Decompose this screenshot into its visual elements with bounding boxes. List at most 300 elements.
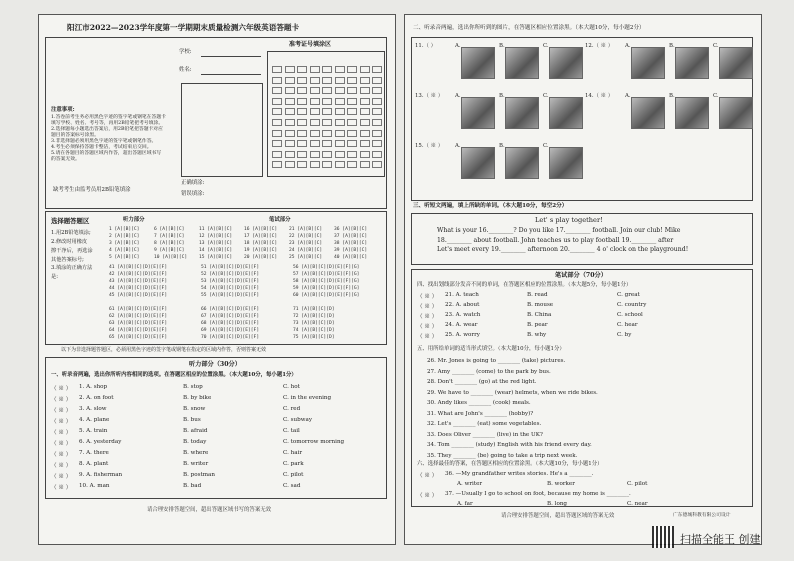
picture-option-letter: B. [499, 143, 505, 149]
answer-bubble-row: 71 [A][B][C][D] [293, 307, 335, 312]
picture-item-number: 15.（ ※ ） [415, 143, 444, 149]
exam-digit-bubble[interactable] [297, 140, 307, 147]
picture-option-image [505, 147, 539, 179]
exam-digit-bubble[interactable] [322, 119, 332, 126]
picture-option-letter: C. [713, 93, 719, 99]
exam-digit-bubble[interactable] [347, 108, 357, 115]
fill-line: 28. Don't ________ (go) at the red light. [427, 379, 537, 386]
option-c: C. pilot [627, 481, 648, 487]
option-b: B. why [527, 332, 547, 338]
exam-number-grid [267, 51, 385, 177]
answer-bubble-row: 23 [A][B][C] [289, 241, 323, 246]
choice-zone-title: 选择题答题区 [51, 217, 90, 225]
answer-bubble-row: 53 [A][B][C][D][E][F] [201, 279, 260, 284]
answer-bubble-row: 24 [A][B][C] [289, 248, 323, 253]
class-grid [181, 83, 263, 177]
exam-digit-bubble[interactable] [310, 87, 320, 94]
answer-bubble-row: 16 [A][B][C] [244, 227, 278, 232]
exam-digit-bubble[interactable] [272, 161, 282, 168]
note-line: 3.非选择题必须用黑色字迹的签字笔或钢笔作答。 [51, 138, 157, 144]
option-b: B. by bike [183, 395, 212, 401]
answer-paren: （ ※ ） [51, 419, 72, 425]
answer-card-right [404, 14, 762, 545]
exam-digit-bubble[interactable] [347, 140, 357, 147]
instruction-line: 擦干净后，再选涂 [51, 247, 93, 254]
mc-question: 37. —Usually I go to school on foot, because my home is ________. [445, 491, 631, 497]
exam-digit-bubble[interactable] [372, 108, 382, 115]
option-c: C. hear [617, 322, 638, 328]
right-footer: 请合理安排答题空间，超出答题区域的答案无效 [501, 513, 615, 519]
exam-digit-bubble[interactable] [347, 161, 357, 168]
exam-digit-bubble[interactable] [360, 140, 370, 147]
section-2-title: 二、听录音两遍，选出你所听到的图片，在答题区相应位置涂黑。（本大题10分，每小题2分） [413, 25, 645, 31]
exam-digit-bubble[interactable] [360, 151, 370, 158]
option-c: C. near [627, 501, 648, 507]
exam-digit-bubble[interactable] [360, 161, 370, 168]
exam-digit-bubble[interactable] [297, 98, 307, 105]
exam-digit-bubble[interactable] [335, 66, 345, 73]
answer-bubble-row: 7 [A][B][C] [154, 234, 185, 239]
answer-bubble-row: 59 [A][B][C][D][E][F][G] [293, 286, 360, 291]
picture-option-image [675, 97, 709, 129]
answer-paren: （ ※ ） [51, 474, 72, 480]
answer-bubble-row: 70 [A][B][C][D][E][F] [201, 335, 260, 340]
option-b: B. stop [183, 384, 203, 390]
picture-option-image [549, 97, 583, 129]
exam-digit-bubble[interactable] [322, 87, 332, 94]
note-line: 题目的答案标号涂黑。 [51, 132, 99, 138]
option-c: C. tail [283, 428, 300, 434]
exam-digit-bubble[interactable] [335, 119, 345, 126]
exam-digit-bubble[interactable] [335, 130, 345, 137]
exam-digit-bubble[interactable] [322, 130, 332, 137]
option-c: C. pilot [283, 472, 304, 478]
section-1-title: 一、听录音两遍，选出你所听内容相同的选项。在答题区相应的位置涂黑。（本大题10分，每小题1分） [51, 372, 297, 378]
answer-bubble-row: 45 [A][B][C][D][E][F] [109, 293, 168, 298]
answer-bubble-row: 62 [A][B][C][D][E][F] [109, 314, 168, 319]
picture-item-number: 12.（ ※ ） [585, 43, 614, 49]
exam-digit-bubble[interactable] [335, 161, 345, 168]
note-line: 4.考生必须保持答题卡整洁，考试结束后交回。 [51, 144, 152, 150]
fill-correct-label: 正确填涂: [181, 180, 205, 186]
note-line: 填写学校、姓名、考号等，再用2B铅笔把考号填涂。 [51, 120, 164, 126]
exam-digit-bubble[interactable] [335, 98, 345, 105]
qr-code-icon [652, 526, 674, 548]
notes-list [51, 115, 166, 163]
absent-label: 缺考考生由监考员用2B铅笔填涂 [53, 187, 131, 193]
option-c: C. park [283, 461, 304, 467]
exam-digit-bubble[interactable] [322, 98, 332, 105]
answer-paren: （ ※ ） [417, 294, 438, 300]
fill-line: 34. Tom ________ (study) English with his friend every day. [427, 442, 592, 449]
answer-bubble-row: 4 [A][B][C] [109, 248, 140, 253]
picture-option-image [631, 97, 665, 129]
exam-digit-bubble[interactable] [297, 108, 307, 115]
exam-digit-bubble[interactable] [360, 98, 370, 105]
exam-digit-bubble[interactable] [335, 108, 345, 115]
exam-digit-bubble[interactable] [360, 108, 370, 115]
option-a: 25. A. worry [445, 332, 480, 338]
exam-digit-bubble[interactable] [372, 119, 382, 126]
exam-digit-bubble[interactable] [297, 77, 307, 84]
answer-paren: （ ※ ） [417, 324, 438, 330]
exam-number-zone-title: 准考证号填涂区 [289, 41, 332, 48]
exam-digit-bubble[interactable] [285, 77, 295, 84]
passage-lines [437, 226, 688, 255]
answer-bubble-row: 18 [A][B][C] [244, 241, 278, 246]
option-c: C. great [617, 292, 640, 298]
fill-wrong-label: 错误填涂: [181, 191, 205, 197]
answer-bubble-row: 42 [A][B][C][D][E][F] [109, 272, 168, 277]
answer-bubble-row: 51 [A][B][C][D][E][F] [201, 265, 260, 270]
option-c: C. subway [283, 417, 312, 423]
picture-option-image [505, 97, 539, 129]
exam-digit-bubble[interactable] [297, 130, 307, 137]
written-header: 笔试部分（70分） [555, 272, 607, 279]
option-b: B. writer [183, 461, 209, 467]
option-c: C. school [617, 312, 643, 318]
exam-digit-bubble[interactable] [360, 66, 370, 73]
exam-digit-bubble[interactable] [310, 130, 320, 137]
writing-part-label: 笔试部分 [269, 217, 291, 223]
answer-bubble-row: 41 [A][B][C][D][E][F] [109, 265, 168, 270]
option-a: 5. A. train [79, 428, 108, 434]
exam-digit-bubble[interactable] [272, 87, 282, 94]
exam-digit-bubble[interactable] [285, 161, 295, 168]
option-c: C. hot [283, 384, 300, 390]
answer-bubble-row: 2 [A][B][C] [109, 234, 140, 239]
section-3-title: 三、听短文两遍，填上所缺的单词。（本大题10分，每空2分） [413, 203, 568, 209]
answer-paren: （ ※ ） [51, 485, 72, 491]
fill-line: 30. Andy likes ________ (cook) meals. [427, 400, 531, 407]
instruction-line: 其他答案标号; [51, 256, 84, 263]
exam-digit-bubble[interactable] [285, 130, 295, 137]
exam-digit-bubble[interactable] [335, 77, 345, 84]
section-6-title: 六、选择最佳的答案，在答题区相应的位置涂黑。（本大题10分，每小题1分） [417, 461, 603, 467]
exam-digit-bubble[interactable] [347, 87, 357, 94]
nonchoice-note: 以下为非选择题答题区，必须用黑色字迹的签字笔或钢笔在指定的区域内作答，否则答案无效 [61, 347, 267, 353]
exam-digit-bubble[interactable] [297, 151, 307, 158]
school-label: 学校: [179, 49, 192, 55]
picture-option-letter: A. [455, 43, 461, 49]
answer-bubble-row: 44 [A][B][C][D][E][F] [109, 286, 168, 291]
option-a: 2. A. on foot [79, 395, 114, 401]
left-footer: 请合理安排答题空间，超出答题区域书写的答案无效 [147, 507, 271, 513]
passage-title: Let' s play together! [535, 216, 603, 224]
answer-bubble-row: 11 [A][B][C] [199, 227, 233, 232]
option-a: A. writer [457, 481, 483, 487]
option-a: 24. A. wear [445, 322, 478, 328]
exam-digit-bubble[interactable] [360, 87, 370, 94]
answer-bubble-row: 64 [A][B][C][D][E][F] [109, 328, 168, 333]
fill-line: 27. Amy ________ (come) to the park by bus. [427, 368, 551, 375]
answer-bubble-row: 36 [A][B][C] [334, 227, 368, 232]
option-a: 22. A. about [445, 302, 480, 308]
answer-paren: （ ※ ） [51, 397, 72, 403]
answer-bubble-row: 60 [A][B][C][D][E][F][G] [293, 293, 360, 298]
answer-paren: （ ※ ） [417, 493, 438, 499]
exam-digit-bubble[interactable] [347, 151, 357, 158]
name-label: 姓名: [179, 67, 192, 73]
exam-digit-bubble[interactable] [372, 87, 382, 94]
listening-part-label: 听力部分 [123, 217, 145, 223]
exam-digit-bubble[interactable] [297, 87, 307, 94]
answer-bubble-row: 65 [A][B][C][D][E][F] [109, 335, 168, 340]
answer-paren: （ ※ ） [417, 304, 438, 310]
picture-option-letter: B. [499, 93, 505, 99]
picture-option-image [719, 47, 753, 79]
exam-digit-bubble[interactable] [360, 130, 370, 137]
option-a: 9. A. fisherman [79, 472, 123, 478]
option-c: C. tomorrow morning [283, 439, 345, 445]
passage-line: 18.________ about football. John teaches us to play football 19.________ after [437, 236, 674, 244]
option-b: B. mouse [527, 302, 554, 308]
answer-paren: （ ※ ） [51, 452, 72, 458]
fill-line: 31. What are John's ________ (hobby)? [427, 410, 534, 417]
option-b: B. bad [183, 483, 202, 489]
picture-option-letter: A. [625, 93, 631, 99]
exam-digit-bubble[interactable] [285, 98, 295, 105]
picture-option-letter: C. [713, 43, 719, 49]
fill-items [427, 356, 598, 461]
exam-digit-bubble[interactable] [347, 77, 357, 84]
exam-digit-bubble[interactable] [372, 161, 382, 168]
option-c: C. by [617, 332, 632, 338]
exam-digit-bubble[interactable] [272, 108, 282, 115]
passage-line: What is your 16.________? Do you like 17.________ football. Join our club! Mike [437, 227, 681, 234]
exam-digit-bubble[interactable] [372, 130, 382, 137]
exam-digit-bubble[interactable] [285, 87, 295, 94]
listening-header: 听力部分（30分） [189, 361, 241, 368]
exam-digit-bubble[interactable] [310, 140, 320, 147]
section-5-title: 五、用所给单词的适当形式填空。（本大题10分，每小题1分） [417, 346, 565, 352]
answer-bubble-row: 38 [A][B][C] [334, 241, 368, 246]
picture-option-image [461, 147, 495, 179]
exam-digit-bubble[interactable] [372, 77, 382, 84]
picture-option-image [549, 47, 583, 79]
answer-bubble-row: 56 [A][B][C][D][E][F][G] [293, 265, 360, 270]
option-b: B. worker [547, 481, 575, 487]
answer-bubble-row: 15 [A][B][C] [199, 255, 233, 260]
exam-digit-bubble[interactable] [335, 140, 345, 147]
answer-bubble-row: 21 [A][B][C] [289, 227, 323, 232]
exam-digit-bubble[interactable] [322, 108, 332, 115]
answer-bubble-row: 5 [A][B][C] [109, 255, 140, 260]
exam-digit-bubble[interactable] [272, 98, 282, 105]
note-line: 2.选择题每小题选出答案后，用2B铅笔把答题卡对应 [51, 126, 163, 132]
exam-digit-bubble[interactable] [272, 151, 282, 158]
instruction-line: 3.填涂的正确方法 [51, 265, 93, 272]
answer-paren: （ ※ ） [51, 430, 72, 436]
exam-digit-bubble[interactable] [372, 151, 382, 158]
picture-option-letter: C. [543, 93, 549, 99]
instruction-line: 2.修改时用橡皮 [51, 238, 88, 245]
answer-bubble-row: 69 [A][B][C][D][E][F] [201, 328, 260, 333]
answer-paren: （ ※ ） [51, 386, 72, 392]
exam-digit-bubble[interactable] [347, 98, 357, 105]
option-b: B. pear [527, 322, 548, 328]
answer-bubble-row: 39 [A][B][C] [334, 248, 368, 253]
answer-bubble-row: 75 [A][B][C][D] [293, 335, 335, 340]
publisher: 广东德城科教有限公司设计 [673, 513, 731, 518]
exam-digit-bubble[interactable] [272, 130, 282, 137]
answer-bubble-row: 17 [A][B][C] [244, 234, 278, 239]
answer-bubble-row: 55 [A][B][C][D][E][F] [201, 293, 260, 298]
exam-digit-bubble[interactable] [310, 108, 320, 115]
option-a: A. far [457, 501, 473, 507]
exam-digit-bubble[interactable] [285, 119, 295, 126]
picture-item-number: 13.（ ※ ） [415, 93, 444, 99]
answer-bubble-row: 63 [A][B][C][D][E][F] [109, 321, 168, 326]
picture-item-number: 11.（ ） [415, 43, 437, 49]
option-c: C. in the evening [283, 395, 332, 401]
exam-digit-bubble[interactable] [285, 66, 295, 73]
exam-digit-bubble[interactable] [360, 77, 370, 84]
notes-title: 注意事项: [51, 107, 75, 113]
exam-digit-bubble[interactable] [335, 151, 345, 158]
answer-paren: （ ※ ） [51, 463, 72, 469]
option-c: C. sad [283, 483, 301, 489]
picture-option-letter: C. [543, 143, 549, 149]
exam-digit-bubble[interactable] [372, 98, 382, 105]
exam-digit-bubble[interactable] [347, 119, 357, 126]
exam-digit-bubble[interactable] [322, 140, 332, 147]
exam-digit-bubble[interactable] [310, 119, 320, 126]
exam-digit-bubble[interactable] [322, 161, 332, 168]
picture-option-image [461, 97, 495, 129]
option-a: 1. A. shop [79, 384, 108, 390]
answer-bubble-row: 14 [A][B][C] [199, 248, 233, 253]
picture-option-image [719, 97, 753, 129]
picture-option-image [549, 147, 583, 179]
answer-bubble-row: 3 [A][B][C] [109, 241, 140, 246]
exam-digit-bubble[interactable] [272, 77, 282, 84]
answer-paren: （ ※ ） [417, 314, 438, 320]
card-title: 阳江市2022—2023学年度第一学期期末质量检测六年级英语答题卡 [67, 23, 300, 32]
answer-bubble-row: 66 [A][B][C][D][E][F] [201, 307, 260, 312]
answer-bubble-row: 57 [A][B][C][D][E][F][G] [293, 272, 360, 277]
fill-line: 26. Mr. Jones is going to ________ (take) pictures. [427, 358, 566, 364]
option-a: 21. A. teach [445, 292, 479, 298]
picture-option-image [505, 47, 539, 79]
answer-paren: （ ※ ） [51, 408, 72, 414]
picture-option-letter: A. [455, 143, 461, 149]
picture-item-number: 14.（ ※ ） [585, 93, 614, 99]
exam-digit-bubble[interactable] [310, 66, 320, 73]
section-4-title: 四、找出划线部分发音不同的单词，在答题区相应的位置涂黑。（本大题5分，每小题1分） [417, 282, 632, 288]
answer-bubble-row: 40 [A][B][C] [334, 255, 368, 260]
answer-bubble-row: 73 [A][B][C][D] [293, 321, 335, 326]
option-a: 3. A. slow [79, 406, 107, 412]
answer-card-left [38, 14, 396, 545]
exam-digit-bubble[interactable] [347, 66, 357, 73]
exam-digit-bubble[interactable] [285, 151, 295, 158]
option-b: B. bus [183, 417, 201, 423]
answer-bubble-row: 8 [A][B][C] [154, 241, 185, 246]
answer-bubble-row: 54 [A][B][C][D][E][F] [201, 286, 260, 291]
exam-digit-bubble[interactable] [272, 66, 282, 73]
watermark: 扫描全能王 创建 [680, 533, 761, 546]
exam-digit-bubble[interactable] [272, 140, 282, 147]
exam-digit-bubble[interactable] [285, 140, 295, 147]
exam-digit-bubble[interactable] [285, 108, 295, 115]
option-b: B. read [527, 292, 548, 298]
fill-line: 35. They ________ (be) going to take a trip next week. [427, 452, 578, 459]
answer-paren: （ ※ ） [417, 334, 438, 340]
picture-option-letter: C. [543, 43, 549, 49]
exam-digit-bubble[interactable] [297, 66, 307, 73]
picture-option-letter: A. [625, 43, 631, 49]
option-b: B. China [527, 312, 552, 318]
exam-digit-bubble[interactable] [360, 119, 370, 126]
option-b: B. where [183, 450, 209, 456]
exam-digit-bubble[interactable] [322, 77, 332, 84]
exam-digit-bubble[interactable] [272, 119, 282, 126]
option-b: B. long [547, 501, 568, 507]
answer-bubble-row: 1 [A][B][C] [109, 227, 140, 232]
exam-digit-bubble[interactable] [322, 151, 332, 158]
exam-digit-bubble[interactable] [310, 77, 320, 84]
exam-digit-bubble[interactable] [297, 119, 307, 126]
answer-bubble-row: 25 [A][B][C] [289, 255, 323, 260]
exam-digit-bubble[interactable] [372, 140, 382, 147]
option-a: 4. A. plane [79, 417, 110, 423]
instruction-line: 1.用2B铅笔填涂; [51, 230, 91, 236]
exam-digit-bubble[interactable] [347, 130, 357, 137]
note-line: 1.答卷前考生务必用黑色字迹的签字笔或钢笔在答题卡 [51, 115, 166, 120]
answer-bubble-row: 10 [A][B][C] [154, 255, 188, 260]
exam-digit-bubble[interactable] [322, 66, 332, 73]
answer-bubble-row: 6 [A][B][C] [154, 227, 185, 232]
option-a: 10. A. man [79, 483, 110, 489]
answer-bubble-row: 13 [A][B][C] [199, 241, 233, 246]
picture-option-letter: B. [669, 43, 675, 49]
instruction-line: 是: [51, 274, 58, 281]
option-a: 7. A. there [79, 450, 109, 456]
picture-option-image [461, 47, 495, 79]
note-line: 的答案无效。 [51, 156, 80, 162]
mc-question: 36. —My grandfather writes stories. He's a ________. [445, 471, 594, 477]
option-c: C. red [283, 406, 301, 412]
answer-bubble-row: 61 [A][B][C][D][E][F] [109, 307, 168, 312]
option-b: B. afraid [183, 428, 208, 434]
answer-bubble-row: 22 [A][B][C] [289, 234, 323, 239]
exam-digit-bubble[interactable] [310, 161, 320, 168]
option-a: 6. A. yesterday [79, 439, 122, 445]
picture-option-letter: B. [499, 43, 505, 49]
answer-paren: （ ※ ） [417, 473, 438, 479]
answer-bubble-row: 72 [A][B][C][D] [293, 314, 335, 319]
option-b: B. today [183, 439, 207, 445]
option-a: 8. A. plant [79, 461, 109, 467]
note-line: 5.请在各题目的答题区域内作答，超出答题区域书写 [51, 150, 162, 156]
exam-digit-bubble[interactable] [310, 98, 320, 105]
option-b: B. snow [183, 406, 206, 412]
picture-option-letter: B. [669, 93, 675, 99]
exam-digit-bubble[interactable] [297, 161, 307, 168]
answer-bubble-row: 43 [A][B][C][D][E][F] [109, 279, 168, 284]
option-c: C. hair [283, 450, 303, 456]
answer-bubble-row: 52 [A][B][C][D][E][F] [201, 272, 260, 277]
exam-digit-bubble[interactable] [335, 87, 345, 94]
option-b: B. postman [183, 472, 215, 478]
exam-digit-bubble[interactable] [372, 66, 382, 73]
answer-bubble-row: 67 [A][B][C][D][E][F] [201, 314, 260, 319]
answer-bubble-row: 37 [A][B][C] [334, 234, 368, 239]
exam-digit-bubble[interactable] [310, 151, 320, 158]
answer-bubble-row: 20 [A][B][C] [244, 255, 278, 260]
option-a: 23. A. watch [445, 312, 481, 318]
